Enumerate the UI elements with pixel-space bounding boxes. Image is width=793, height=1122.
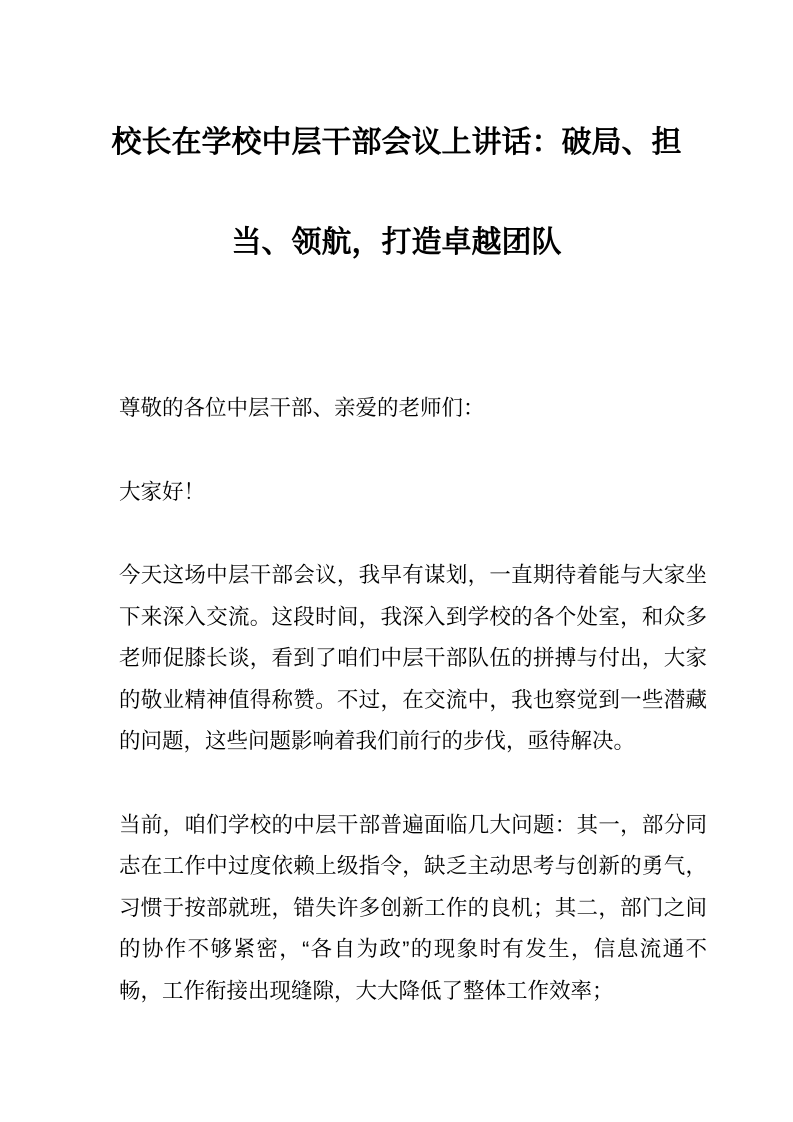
document-body (119, 388, 707, 1012)
document-title-line-2: 当、领航，打造卓越团队 (231, 226, 562, 259)
document-title-line-1: 校长在学校中层干部会议上讲话：破局、担 (111, 126, 682, 159)
body-paragraph-problems: 当前，咱们学校的中层干部普遍面临几大问题：其一，部分同志在工作中过度依赖上级指令，缺乏主动思考与创新的勇气，习惯于按部就班，错失许多创新工作的良机；其二，部门之间的协作不够紧密，“各自为政”的现象时有发生，信息流通不畅，工作衔接出现缝隙，大大降低了整体工作效率； (119, 812, 707, 1003)
document-title (0, 93, 793, 293)
salutation-line: 尊敬的各位中层干部、亲爱的老师们： (119, 396, 485, 420)
body-paragraph-intro: 今天这场中层干部会议，我早有谋划，一直期待着能与大家坐下来深入交流。这段时间，我深入到学校的各个处室，和众多老师促膝长谈，看到了咱们中层干部队伍的拼搏与付出，大家的敬业精神值得称赞。不过，在交流中，我也察觉到一些潜藏的问题，这些问题影响着我们前行的步伐，亟待解决。 (119, 563, 707, 753)
greeting-line: 大家好！ (119, 479, 206, 504)
